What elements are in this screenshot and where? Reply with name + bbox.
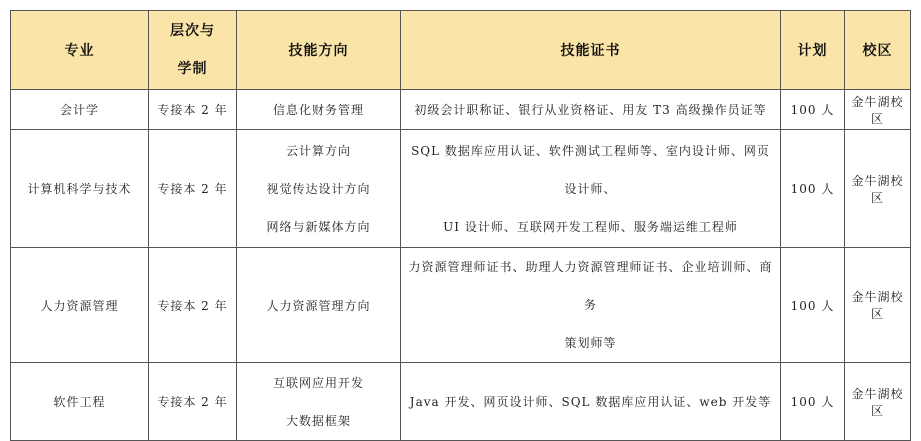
cell-campus: 金牛湖校区 xyxy=(845,363,911,441)
cell-plan: 100 人 xyxy=(781,363,845,441)
header-level-label: 层次与学制 xyxy=(170,23,215,77)
header-level xyxy=(149,11,237,90)
cell-certs xyxy=(401,90,781,130)
cell-plan: 100 人 xyxy=(781,90,845,130)
cell-plan: 100 人 xyxy=(781,130,845,248)
cell-direction xyxy=(237,90,401,130)
cell-certs xyxy=(401,248,781,363)
cell-certs xyxy=(401,130,781,248)
cell-major: 计算机科学与技术 xyxy=(11,130,149,248)
direction-item: 视觉传达设计方向 xyxy=(266,181,371,196)
direction-item: 人力资源管理方向 xyxy=(266,298,371,313)
cell-level: 专接本 2 年 xyxy=(149,363,237,441)
table-row xyxy=(11,90,911,130)
header-campus: 校区 xyxy=(845,11,911,90)
cell-campus: 金牛湖校区 xyxy=(845,248,911,363)
cell-campus: 金牛湖校区 xyxy=(845,90,911,130)
cell-level: 专接本 2 年 xyxy=(149,248,237,363)
direction-item: 信息化财务管理 xyxy=(272,103,364,117)
cert-line: 策划师等 xyxy=(564,336,617,350)
cell-level: 专接本 2 年 xyxy=(149,130,237,248)
cell-direction xyxy=(237,130,401,248)
cell-major: 会计学 xyxy=(11,90,149,130)
header-major: 专业 xyxy=(11,11,149,90)
direction-item: 互联网应用开发 xyxy=(272,375,364,390)
table-row xyxy=(11,248,911,363)
cert-line: UI 设计师、互联网开发工程师、服务端运维工程师 xyxy=(443,219,738,234)
cell-major: 软件工程 xyxy=(11,363,149,441)
cert-line: 力资源管理师证书、助理人力资源管理师证书、企业培训师、商务 xyxy=(408,260,773,312)
direction-item: 大数据框架 xyxy=(285,413,351,428)
header-certs: 技能证书 xyxy=(401,11,781,90)
cell-direction xyxy=(237,248,401,363)
table-row xyxy=(11,130,911,248)
cell-campus: 金牛湖校区 xyxy=(845,130,911,248)
enrollment-plan-table xyxy=(10,10,911,441)
cert-line: 初级会计职称证、银行从业资格证、用友 T3 高级操作员证等 xyxy=(414,103,767,117)
cell-direction xyxy=(237,363,401,441)
cell-level: 专接本 2 年 xyxy=(149,90,237,130)
cell-certs xyxy=(401,363,781,441)
cert-line: Java 开发、网页设计师、SQL 数据库应用认证、web 开发等 xyxy=(409,395,772,409)
header-plan: 计划 xyxy=(781,11,845,90)
direction-item: 云计算方向 xyxy=(285,143,351,158)
direction-item: 网络与新媒体方向 xyxy=(266,219,371,234)
cert-line: SQL 数据库应用认证、软件测试工程师等、室内设计师、网页设计师、 xyxy=(411,143,770,196)
header-direction: 技能方向 xyxy=(237,11,401,90)
cell-plan: 100 人 xyxy=(781,248,845,363)
table-header-row xyxy=(11,11,911,90)
table-row xyxy=(11,363,911,441)
cell-major: 人力资源管理 xyxy=(11,248,149,363)
